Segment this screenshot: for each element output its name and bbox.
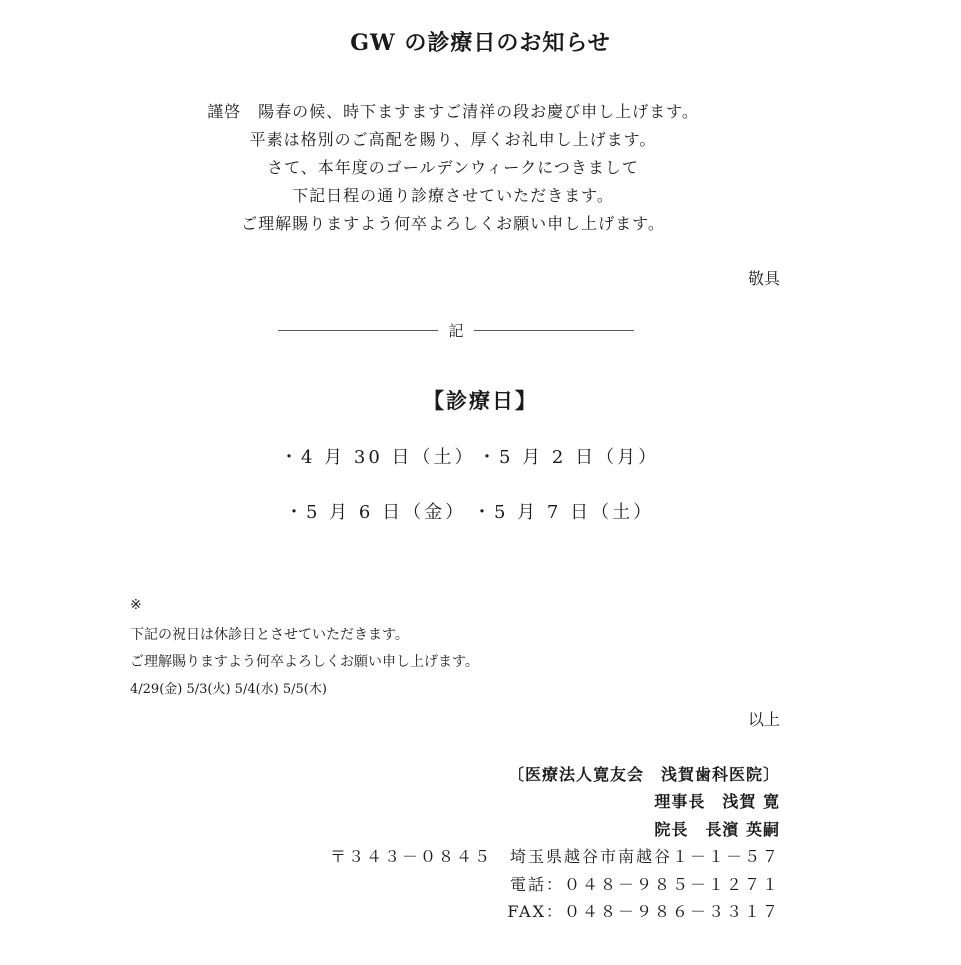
greeting-line: 下記日程の通り診療させていただきます。 <box>292 186 614 205</box>
greeting-line: 謹啓 陽春の候、時下ますますご清祥の段お慶び申し上げます。 <box>207 102 699 121</box>
schedule-date: ・5 月 7 日（土） <box>473 502 655 523</box>
schedule-date: ・5 月 6 日（金） <box>285 502 467 523</box>
chairman-name: 理事長 浅賀 寛 <box>654 792 780 811</box>
end-mark: 以上 <box>747 710 780 729</box>
clinic-name: 〔医療法人寛友会 浅賀歯科医院〕 <box>507 765 780 784</box>
schedule-heading: 【診療日】 <box>423 388 538 413</box>
clinic-phone: 電話：０４８－９８５－１２７１ <box>509 875 780 894</box>
divider-label: 記 <box>448 322 464 340</box>
greeting-line: さて、本年度のゴールデンウィークにつきまして <box>267 158 639 177</box>
schedule-date: ・5 月 2 日（月） <box>478 447 660 468</box>
clinic-address: 〒３４３－０８４５ 埼玉県越谷市南越谷１－１－５７ <box>329 847 780 866</box>
note-mark: ※ <box>130 597 142 613</box>
director-name: 院長 長濱 英嗣 <box>654 820 780 839</box>
holiday-list: 4/29(金) 5/3(火) 5/4(水) 5/5(木) <box>130 682 327 697</box>
divider-line-left <box>278 330 438 331</box>
note-line: 下記の祝日は休診日とさせていただきます。 <box>130 627 409 643</box>
schedule-date: ・4 月 30 日（土） <box>280 447 476 468</box>
greeting-line: ご理解賜りますよう何卒よろしくお願い申し上げます。 <box>241 214 665 233</box>
closing-word: 敬具 <box>747 269 780 288</box>
section-divider <box>278 320 634 341</box>
greeting-line: 平素は格別のご高配を賜り、厚くお礼申し上げます。 <box>249 130 657 149</box>
note-line: ご理解賜りますよう何卒よろしくお願い申し上げます。 <box>130 654 479 670</box>
clinic-fax: FAX：０４８－９８６－３３１７ <box>507 902 780 921</box>
divider-line-right <box>474 330 634 331</box>
document-title: GW の診療日のお知らせ <box>350 30 611 56</box>
